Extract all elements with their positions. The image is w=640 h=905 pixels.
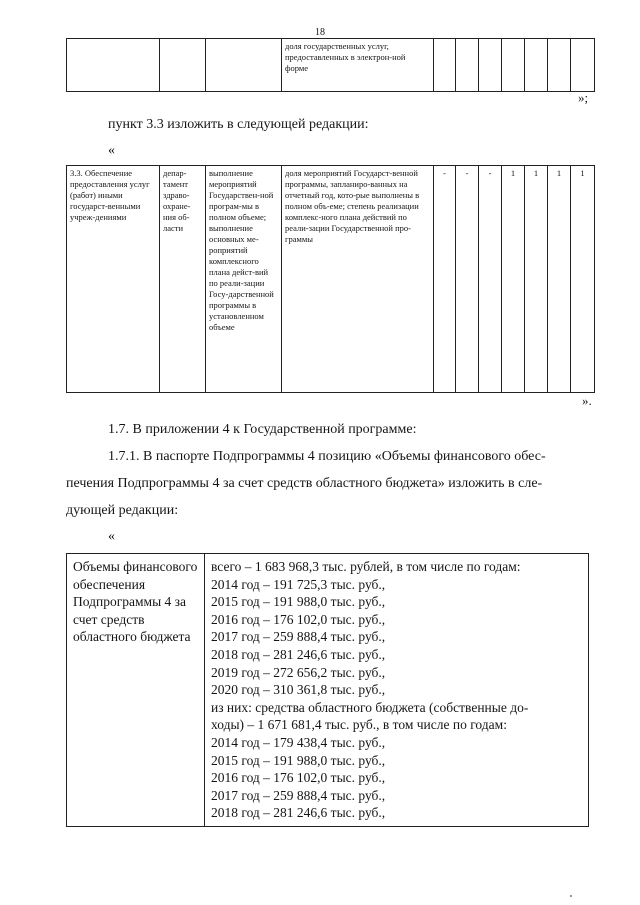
financing-line: 2015 год – 191 988,0 тыс. руб., — [211, 594, 386, 610]
table-cell — [479, 39, 502, 92]
financing-line: 2016 год – 176 102,0 тыс. руб., — [211, 611, 386, 627]
opening-quote: « — [108, 529, 115, 544]
closing-quote: ». — [582, 393, 592, 408]
financing-label: Объемы финансового обеспечения Подпрограммы 4 за счет средств областного бюджета — [67, 554, 205, 827]
executor-cell: депар-тамент здраво-охране-ния об-ласти — [160, 166, 206, 393]
value-cell: 1 — [571, 166, 595, 393]
table-row — [67, 166, 595, 393]
table-cell — [456, 39, 479, 92]
financing-line: 2014 год – 191 725,3 тыс. руб., — [211, 576, 386, 592]
table-row — [67, 39, 595, 92]
financing-line: 2018 год – 281 246,6 тыс. руб., — [211, 805, 386, 821]
financing-line: из них: средства областного бюджета (собственные до- — [211, 699, 529, 715]
table-cell — [548, 39, 571, 92]
table-cell — [67, 39, 160, 92]
financing-line: 2016 год – 176 102,0 тыс. руб., — [211, 770, 386, 786]
indicators-cell: доля мероприятий Государст-венной программы, запланиро-ванных на отчетный год, кото-рые выполнены в полном объ-еме; степень реализации комплекс-ного плана действий по реали-зации Государственной про-граммы — [282, 166, 434, 393]
closing-quote: »; — [578, 90, 589, 105]
value-cell: 1 — [502, 166, 525, 393]
table-cell — [525, 39, 548, 92]
section-heading: 1.7. В приложении 4 к Государственной программе: — [108, 422, 417, 437]
financing-line: 2015 год – 191 988,0 тыс. руб., — [211, 752, 386, 768]
table-cell — [206, 39, 282, 92]
task-cell: 3.3. Обеспечение предоставления услуг (работ) иными государст-венными учреж-дениями — [67, 166, 160, 393]
body-line: дующей редакции: — [66, 503, 179, 518]
financing-table — [66, 553, 589, 827]
opening-quote: « — [108, 143, 115, 158]
table-cell — [571, 39, 595, 92]
financing-line: всего – 1 683 968,3 тыс. рублей, в том числе по годам: — [211, 559, 521, 574]
value-cell: - — [434, 166, 456, 393]
value-cell: 1 — [548, 166, 571, 393]
page-number: 18 — [315, 27, 325, 38]
financing-values — [205, 554, 589, 827]
financing-line: 2014 год – 179 438,4 тыс. руб., — [211, 734, 386, 750]
financing-line: 2018 год – 281 246,6 тыс. руб., — [211, 646, 386, 662]
item-3-3-table — [66, 165, 595, 393]
body-line: 1.7.1. В паспорте Подпрограммы 4 позицию «Объемы финансового обес- — [108, 449, 546, 464]
table-cell — [160, 39, 206, 92]
indicator-cell: доля государственных услуг, предоставленных в электрон-ной форме — [282, 39, 434, 92]
scan-speck — [570, 895, 572, 897]
value-cell: - — [479, 166, 502, 393]
financing-line: 2017 год – 259 888,4 тыс. руб., — [211, 629, 386, 645]
paragraph-intro: пункт 3.3 изложить в следующей редакции: — [108, 117, 369, 132]
value-cell: - — [456, 166, 479, 393]
financing-line: 2017 год – 259 888,4 тыс. руб., — [211, 787, 386, 803]
table-row — [67, 554, 589, 827]
body-line: печения Подпрограммы 4 за счет средств областного бюджета» изложить в сле- — [66, 476, 543, 491]
continued-table — [66, 38, 595, 92]
financing-line: 2019 год – 272 656,2 тыс. руб., — [211, 664, 386, 680]
financing-line: ходы) – 1 671 681,4 тыс. руб., в том числе по годам: — [211, 717, 507, 733]
value-cell: 1 — [525, 166, 548, 393]
table-cell — [434, 39, 456, 92]
table-cell — [502, 39, 525, 92]
result-cell: выполнение мероприятий Государствен-ной програм-мы в полном объеме; выполнение основных ме-роприятий комплексного плана дейст-вий по реали-зации Госу-дарственной программы в установленном объеме — [206, 166, 282, 393]
financing-line: 2020 год – 310 361,8 тыс. руб., — [211, 682, 386, 698]
